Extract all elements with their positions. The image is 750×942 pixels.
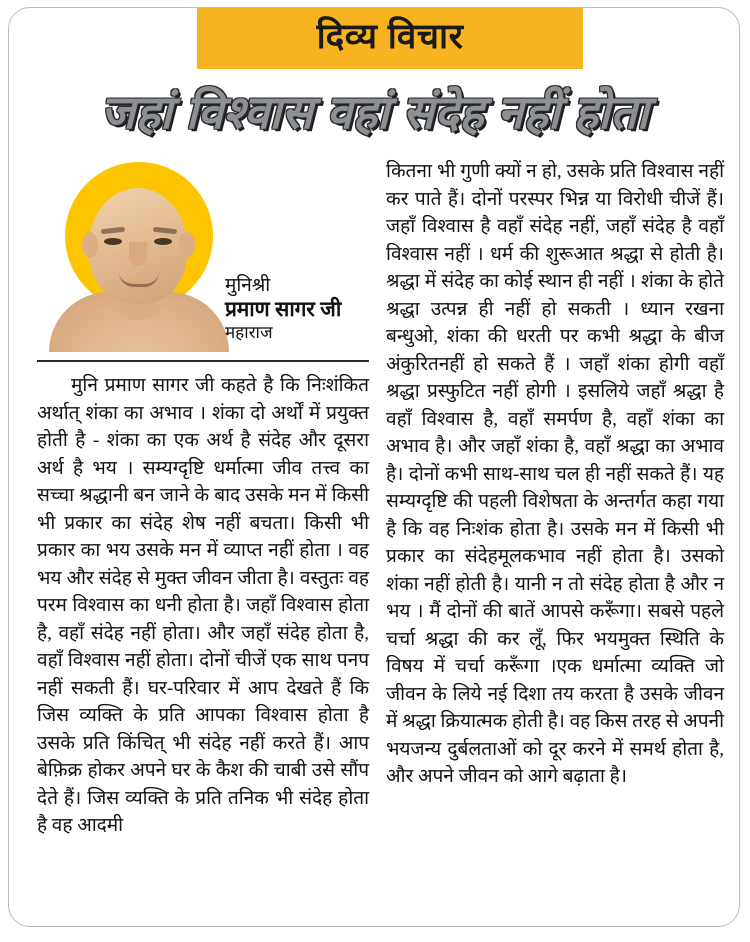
- left-column: [29, 156, 369, 836]
- portrait-eye-left: [104, 238, 122, 245]
- banner-title: दिव्य विचार: [316, 17, 464, 56]
- caption-line-3: महाराज: [225, 322, 273, 342]
- column-divider-rule: [37, 360, 369, 362]
- portrait-eye-right: [154, 238, 172, 245]
- portrait-caption: [225, 274, 375, 344]
- caption-line-2: प्रमाण सागर जी: [225, 298, 342, 322]
- section-banner: [197, 7, 583, 69]
- article-card: [8, 7, 740, 927]
- portrait-nose: [129, 242, 147, 266]
- right-column-text: कितना भी गुणी क्यों न हो, उसके प्रति विश्वास नहीं कर पाते हैं। दोनों परस्पर भिन्न या विरोधी चीजें हैं। जहाँ विश्वास है वहाँ संदेह नहीं, जहाँ संदेह है वहाँ विश्वास नहीं । धर्म की शुरूआत श्रद्धा से होती है। श्रद्धा में संदेह का कोई स्थान ही नहीं । शंका के होते श्रद्धा उत्पन्न ही नहीं हो सकती । ध्यान रखना बन्धुओ, शंका की धरती पर कभी श्रद्धा के बीज अंकुरितनहीं हो सकते हैं । जहाँ शंका होगी वहाँ श्रद्धा प्रस्फुटित नहीं होगी । इसलिये जहाँ श्रद्धा है वहाँ विश्वास है, वहाँ समर्पण है, वहाँ शंका का अभाव है। और जहाँ शंका है, वहाँ श्रद्धा का अभाव है। दोनों कभी साथ-साथ चल ही नहीं सकते हैं। यह सम्यग्दृष्टि की पहली विशेषता के अन्तर्गत कहा गया है कि वह निःशंक होता है। उसके मन में किसी भी प्रकार का संदेहमूलकभाव नहीं होता है। उसको शंका नहीं होती है। यानी न तो संदेह होता है और न भय । मैं दोनों की बातें आपसे करूँगा। सबसे पहले चर्चा श्रद्धा की कर लूँ, फिर भयमुक्त स्थिति के विषय में चर्चा करूँगा ।एक धर्मात्मा व्यक्ति जो जीवन के लिये नई दिशा तय करता है उसके जीवन में श्रद्धा क्रियात्मक होती है। वह किस तरह से अपनी भयजन्य दुर्बलताओं को दूर करने में समर्थ होता है, और अपने जीवन को आगे बढ़ाता है।: [386, 161, 724, 787]
- caption-line-1: मुनिश्री: [225, 275, 271, 296]
- portrait-ear-left: [82, 232, 98, 258]
- article-body: [9, 156, 740, 926]
- portrait-block: [29, 156, 369, 352]
- page-title: जहां विश्वास वहां संदेह नहीं होता: [100, 86, 650, 138]
- portrait-ear-right: [179, 232, 195, 258]
- monk-photo: [43, 170, 235, 352]
- left-column-text: मुनि प्रमाण सागर जी कहते है कि निःशंकित अर्थात् शंका का अभाव । शंका दो अर्थों में प्रयुक्त होती है - शंका का एक अर्थ है संदेह और दूसरा अर्थ है भय । सम्यग्दृष्टि धर्मात्मा जीव तत्त्व का सच्चा श्रद्धानी बन जाने के बाद उसके मन में किसी भी प्रकार का संदेह शेष नहीं बचता। किसी भी प्रकार का भय उसके मन में व्याप्त नहीं होता । वह भय और संदेह से मुक्त जीवन जीता है। वस्तुतः वह परम विश्वास का धनी होता है। जहाँ विश्वास होता है, वहाँ संदेह नहीं होता। और जहाँ संदेह होता है, वहाँ विश्वास नहीं होता। दोनों चीजें एक साथ पनप नहीं सकती हैं। घर-परिवार में आप देखते हैं कि जिस व्यक्ति के प्रति आपका विश्वास होता है उसके प्रति किंचित् भी संदेह नहीं करते हैं। आप बेफ़िक्र होकर अपने घर के कैश की चाबी उसे सौंप देते हैं। जिस व्यक्ति के प्रति तनिक भी संदेह होता है वह आदमी: [37, 375, 369, 836]
